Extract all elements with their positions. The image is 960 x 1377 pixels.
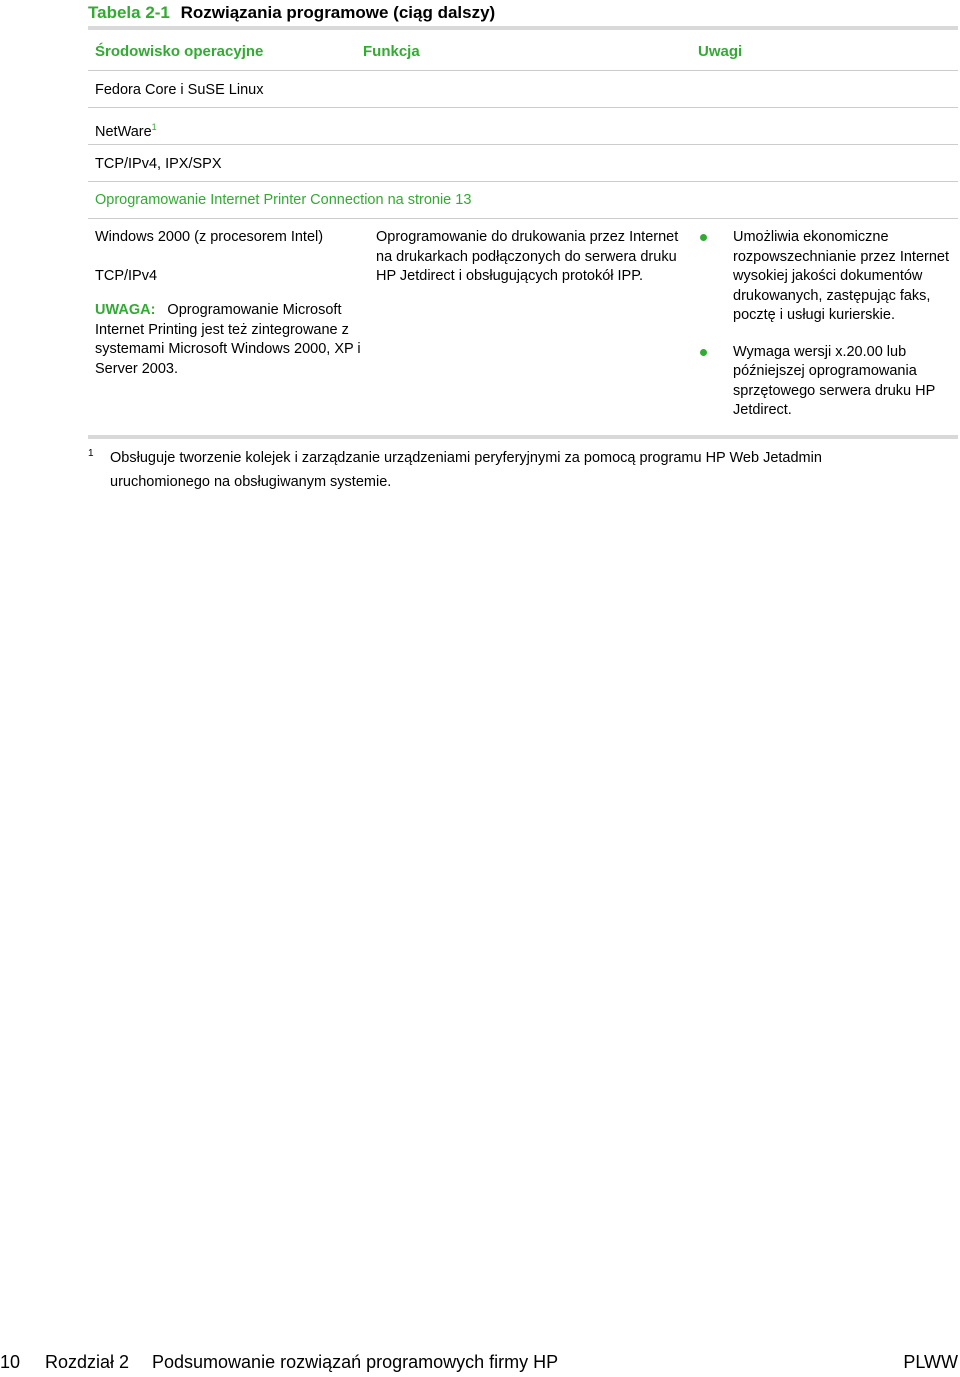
footnote-ref: 1 [151,122,157,132]
table-title: Rozwiązania programowe (ciąg dalszy) [180,3,496,22]
table-row-netware [88,108,958,145]
table-row-linux [88,71,958,108]
remarks-cell [698,228,960,421]
bullet-icon [700,234,707,241]
footnote [88,446,888,494]
remark-item [698,343,960,421]
header-remarks: Uwagi [698,43,743,60]
row-text: Fedora Core i SuSE Linux [95,82,264,98]
table-number: Tabela 2-1 [88,3,170,22]
table-header [88,30,958,71]
internet-printer-connection-link[interactable]: Oprogramowanie Internet Printer Connection na stronie 13 [95,192,472,208]
document-code: PLWW [903,1352,958,1372]
note-label: UWAGA: [95,302,156,318]
note-text: Oprogramowanie Microsoft Internet Printing jest też zintegrowane z systemami Microsoft Windows 2000, XP i Server 2003. [95,302,361,377]
note [95,301,365,379]
row-text: TCP/IPv4, IPX/SPX [95,156,222,172]
table-row-windows [88,219,958,439]
env-os: Windows 2000 (z procesorem Intel) [95,229,324,245]
remark-item [698,228,960,326]
table-row-section-link [88,182,958,219]
header-function: Funkcja [363,43,420,60]
env-protocol: TCP/IPv4 [95,267,158,284]
function-text: Oprogramowanie do drukowania przez Internet na drukarkach podłączonych do serwera druku HP Jetdirect i obsługujących protokół IPP. [376,229,679,284]
function-cell [376,228,696,287]
chapter-title: Podsumowanie rozwiązań programowych firmy HP [152,1352,559,1372]
remark-text: Umożliwia ekonomiczne rozpowszechnianie przez Internet wysokiej jakości dokumentów drukowanych, zastępując faks, pocztę i usługi kurierskie. [733,229,950,323]
software-table [88,26,958,439]
table-row-protocols [88,145,958,182]
header-environment: Środowisko operacyjne [95,43,264,60]
page-number: 10 [0,1352,21,1372]
table-caption [88,3,495,23]
bullet-icon [700,349,707,356]
remark-text: Wymaga wersji x.20.00 lub późniejszej oprogramowania sprzętowego serwera druku HP Jetdirect. [733,343,936,418]
row-text: NetWare [95,124,152,140]
chapter-label: Rozdział 2 [45,1352,130,1372]
env-cell [95,228,365,379]
footnote-text: Obsługuje tworzenie kolejek i zarządzanie urządzeniami peryferyjnymi za pomocą programu HP Web Jetadmin uruchomionego na obsługiwanym systemie. [110,450,822,490]
footnote-mark: 1 [88,448,94,459]
